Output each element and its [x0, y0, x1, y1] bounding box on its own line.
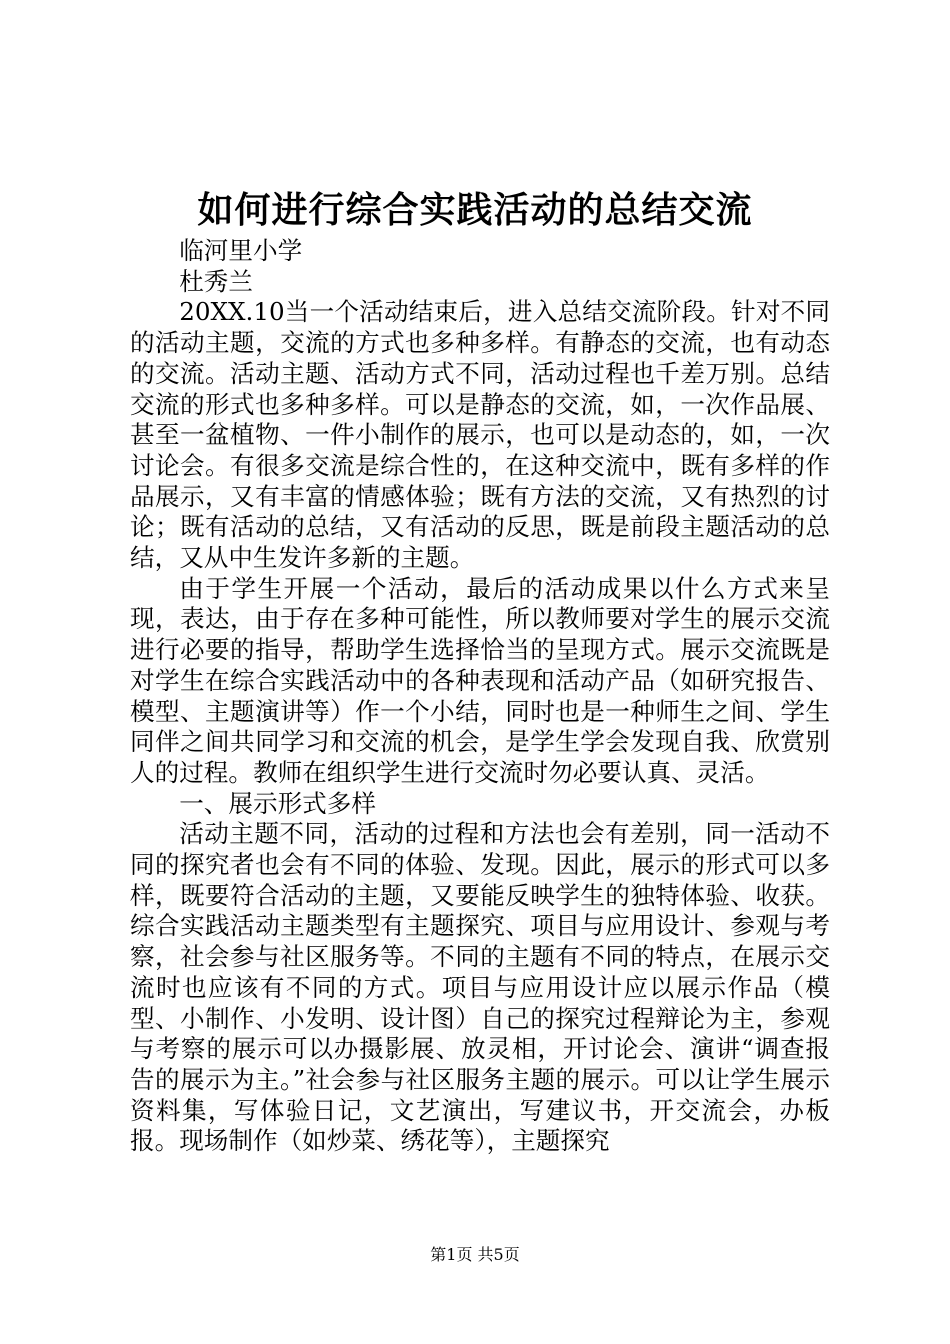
body-paragraph: 由于学生开展一个活动，最后的活动成果以什么方式来呈现，表达，由于存在多种可能性，所以教师要对学生的展示交流进行必要的指导，帮助学生选择恰当的呈现方式。展示交流既是对学生在综合实践活动中的各种表现和活动产品（如研究报告、模型、主题演讲等）作一个小结，同时也是一种师生之间、学生同伴之间共同学习和交流的机会，是学生学会发现自我、欣赏别人的过程。教师在组织学生进行交流时勿必要认真、灵活。 — [130, 573, 830, 787]
section-heading: 一、展示形式多样 — [179, 788, 376, 818]
document-title: 如何进行综合实践活动的总结交流 — [197, 189, 753, 231]
body-paragraph: 20XX.10当一个活动结束后，进入总结交流阶段。针对不同的活动主题，交流的方式也多种多样。有静态的交流，也有动态的交流。活动主题、活动方式不同，活动过程也千差万别。总结交流的形式也多种多样。可以是静态的交流，如，一次作品展、甚至一盆植物、一件小制作的展示，也可以是动态的，如，一次讨论会。有很多交流是综合性的，在这种交流中，既有多样的作品展示，又有丰富的情感体验；既有方法的交流，又有热烈的讨论；既有活动的总结，又有活动的反思，既是前段主题活动的总结，又从中生发许多新的主题。 — [130, 297, 830, 573]
document-body — [130, 236, 830, 1157]
body-paragraph: 活动主题不同，活动的过程和方法也会有差别，同一活动不同的探究者也会有不同的体验、发现。因此，展示的形式可以多样，既要符合活动的主题，又要能反映学生的独特体验、收获。综合实践活动主题类型有主题探究、项目与应用设计、参观与考察，社会参与社区服务等。不同的主题有不同的特点，在展示交流时也应该有不同的方式。项目与应用设计应以展示作品（模型、小制作、小发明、设计图）自己的探究过程辩论为主，参观与考察的展示可以办摄影展、放灵相，开讨论会、演讲“调查报告的展示为主。”社会参与社区服务主题的展示。可以让学生展示资料集，写体验日记，文艺演出，写建议书，开交流会，办板报。现场制作（如炒菜、绣花等），主题探究 — [130, 819, 830, 1156]
author-name: 杜秀兰 — [179, 266, 253, 296]
page-footer: 第1页 共5页 — [430, 1245, 520, 1264]
school-name: 临河里小学 — [179, 236, 303, 265]
